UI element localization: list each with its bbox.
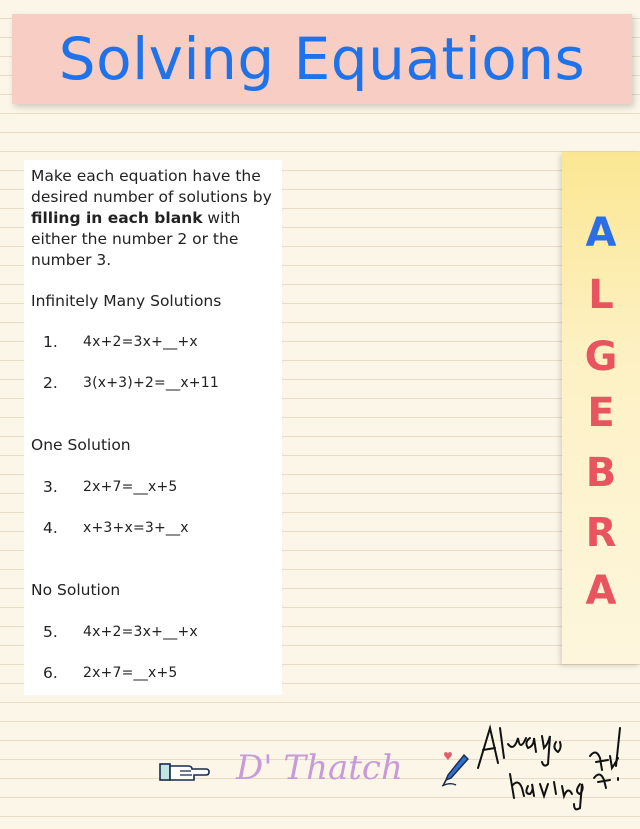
algebra-letter: A (585, 568, 617, 614)
problem-number: 2. (43, 374, 58, 392)
pointing-hand-icon (158, 758, 210, 790)
problem-number: 4. (43, 519, 58, 537)
instructions-text-2: with either the number 2 or the number 3. (31, 209, 241, 269)
tagline-handwriting (470, 708, 630, 818)
problem-equation: 4x+2=3x+__+x (83, 624, 198, 640)
problem-number: 5. (43, 623, 58, 641)
worksheet-panel (24, 160, 282, 695)
problem-item (31, 518, 282, 539)
algebra-letter: B (585, 450, 617, 496)
problem-number: 6. (43, 664, 58, 682)
problem-item (31, 477, 282, 498)
signature: D' Thatch (236, 748, 403, 788)
problem-equation: 3(x+3)+2=__x+11 (83, 375, 219, 391)
problem-item (31, 663, 282, 684)
instructions (31, 166, 277, 271)
instructions-bold: filling in each blank (31, 209, 203, 227)
problem-equation: 2x+7=__x+5 (83, 665, 178, 681)
problem-item (31, 332, 282, 353)
title-banner (12, 14, 632, 104)
problem-equation: 2x+7=__x+5 (83, 479, 178, 495)
section-heading-one: One Solution (31, 436, 131, 454)
algebra-strip (562, 152, 640, 664)
algebra-letter: R (585, 510, 617, 556)
heart-icon: ♥ (443, 750, 453, 763)
problem-number: 1. (43, 333, 58, 351)
page-title: Solving Equations (58, 25, 586, 93)
section-heading-infinite: Infinitely Many Solutions (31, 292, 222, 310)
problem-item (31, 622, 282, 643)
problem-number: 3. (43, 478, 58, 496)
problem-equation: x+3+x=3+__x (83, 520, 189, 536)
instructions-text-1: Make each equation have the desired number of solutions by (31, 167, 272, 206)
algebra-letter: E (587, 390, 615, 436)
problem-equation: 4x+2=3x+__+x (83, 334, 198, 350)
algebra-letter: L (588, 272, 614, 318)
algebra-letter: A (585, 210, 617, 256)
problem-item (31, 373, 282, 394)
algebra-letter: G (584, 334, 618, 380)
section-heading-none: No Solution (31, 581, 121, 599)
